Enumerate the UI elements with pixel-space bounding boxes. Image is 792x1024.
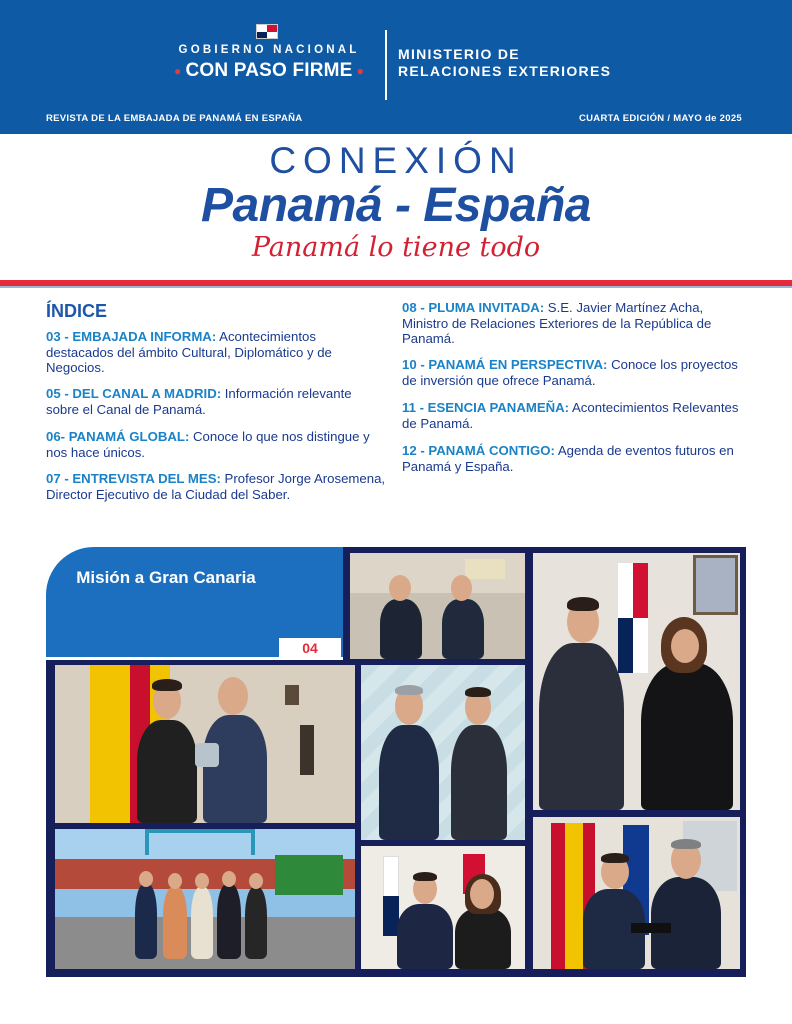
index-item[interactable] (46, 386, 376, 417)
index-item-text: Acontecimientos Relevantes de Panamá. (402, 400, 739, 431)
masthead-slogan: Panamá lo tiene todo (251, 232, 541, 263)
government-slogan (165, 60, 373, 82)
photo-port-group (55, 829, 355, 969)
index-item-key: 03 - EMBAJADA INFORMA: (46, 329, 217, 344)
index-item[interactable] (402, 300, 747, 347)
government-slogan-text: CON PASO FIRME (185, 60, 353, 81)
masthead-title: Panamá - España (201, 179, 591, 232)
index-item-key: 06- PANAMÁ GLOBAL: (46, 429, 190, 444)
index-item-key: 11 - ESENCIA PANAMEÑA: (402, 400, 570, 415)
index-item-text: S.E. Javier Martínez Acha, Ministro de Relaciones Exteriores de la República de Panamá. (402, 300, 712, 346)
index-item[interactable] (402, 443, 747, 474)
ministry-name (398, 46, 611, 80)
photo-flag-meeting (361, 846, 525, 969)
feature-title: Misión a Gran Canaria (76, 568, 256, 587)
index-item-text: Acontecimientos destacados del ámbito Cultural, Diplomático y de Negocios. (46, 329, 332, 375)
photo-university (361, 665, 525, 840)
bullet-icon: ● (173, 63, 182, 78)
index-item-key: 10 - PANAMÁ EN PERSPECTIVA: (402, 357, 608, 372)
government-label: GOBIERNO NACIONAL (178, 44, 360, 56)
photo-flag-portrait (533, 553, 740, 810)
feature-page-number[interactable]: 04 (279, 638, 341, 658)
index-item[interactable] (46, 329, 376, 376)
index-heading: ÍNDICE (46, 301, 108, 321)
bullet-icon: ● (356, 63, 365, 78)
masthead-conexion: CONEXIÓN (269, 140, 523, 181)
magazine-label: REVISTA DE LA EMBAJADA DE PANAMÁ EN ESPAÑA (46, 113, 303, 124)
photo-meeting-office (350, 553, 525, 659)
photo-gift-exchange (55, 665, 355, 823)
header-divider (385, 30, 387, 100)
ministry-line2: RELACIONES EXTERIORES (398, 63, 612, 79)
edition-label: CUARTA EDICIÓN / MAYO de 2025 (578, 113, 742, 124)
index-item[interactable] (402, 400, 747, 431)
index-item-key: 05 - DEL CANAL A MADRID: (46, 386, 222, 401)
photo-spain-flags (533, 817, 740, 969)
index-item[interactable] (402, 357, 747, 388)
index-item-key: 12 - PANAMÁ CONTIGO: (402, 443, 555, 458)
index-item-text: Información relevante sobre el Canal de Panamá. (46, 386, 352, 417)
index-item[interactable] (46, 429, 376, 460)
index-item-text: Conoce lo que nos distingue y nos hace únicos. (46, 429, 370, 460)
index-item-text: Agenda de eventos futuros en Panamá y España. (402, 443, 734, 474)
ministry-line1: MINISTERIO DE (398, 46, 520, 62)
blue-divider (0, 286, 792, 288)
panama-flag-icon (256, 24, 278, 39)
index-item-key: 07 - ENTREVISTA DEL MES: (46, 471, 221, 486)
index-item-key: 08 - PLUMA INVITADA: (402, 300, 545, 315)
index-item-text: Profesor Jorge Arosemena, Director Ejecutivo de la Ciudad del Saber. (46, 471, 386, 502)
index-item-text: Conoce los proyectos de inversión que ofrece Panamá. (402, 357, 738, 388)
index-item[interactable] (46, 471, 391, 502)
